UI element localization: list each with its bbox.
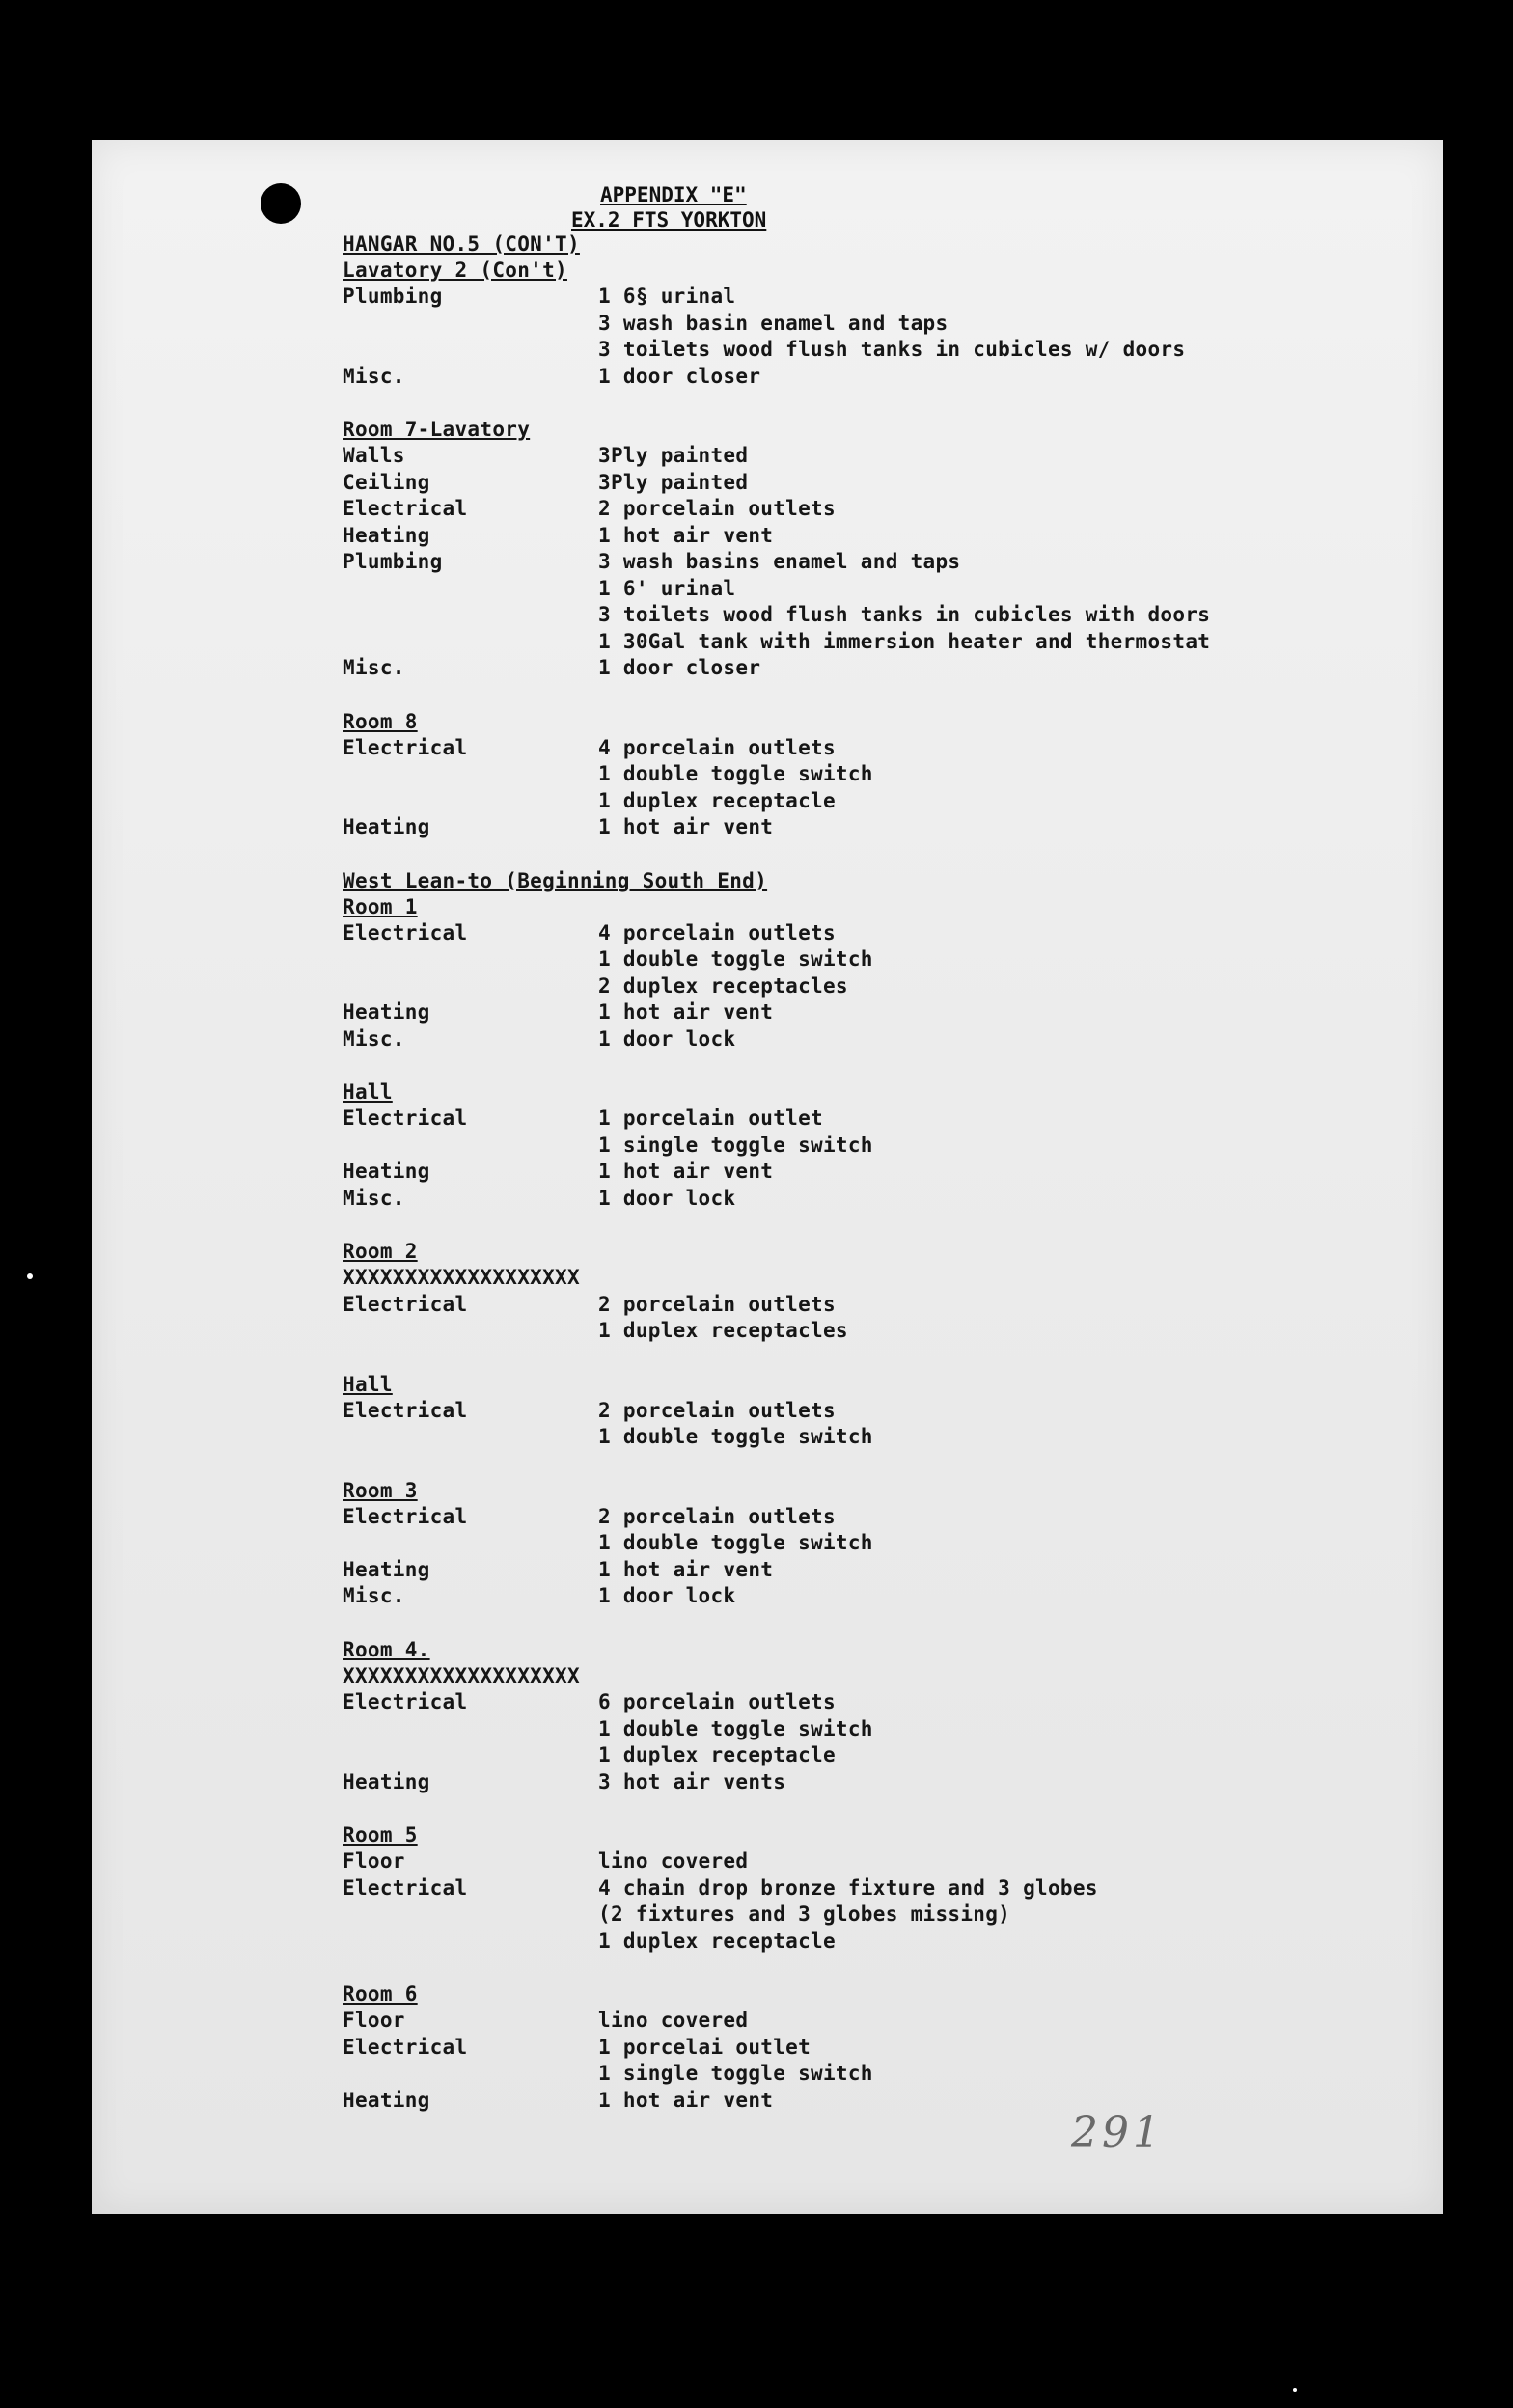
item-description: 1 double toggle switch <box>598 1531 873 1554</box>
item-row <box>343 946 1404 973</box>
item-category <box>343 1716 598 1743</box>
section-title: Room 5 <box>343 1823 418 1847</box>
item-category <box>343 1133 598 1160</box>
item-category: Electrical <box>343 1504 468 1528</box>
item-description: 2 porcelain outlets <box>598 1292 836 1316</box>
item-category: Plumbing <box>343 550 443 573</box>
item-category: Electrical <box>343 1398 468 1422</box>
scan-speck <box>27 1273 33 1279</box>
item-row <box>343 311 1404 338</box>
section-title: Room 1 <box>343 894 418 918</box>
item-row <box>343 1265 1404 1292</box>
item-description: 1 30Gal tank with immersion heater and thermostat <box>598 629 1211 653</box>
item-description: 1 door closer <box>598 364 761 388</box>
item-category: Heating <box>343 523 430 547</box>
item-description: 2 porcelain outlets <box>598 1398 836 1422</box>
item-description: 1 hot air vent <box>598 1160 774 1183</box>
item-row <box>343 2061 1404 2088</box>
appendix-heading: APPENDIX "E" <box>600 183 747 206</box>
item-description: 2 porcelain outlets <box>598 497 836 520</box>
section-title: Hall <box>343 1372 393 1396</box>
item-row <box>343 1530 1404 1557</box>
section-title: Room 3 <box>343 1478 418 1502</box>
section <box>343 1982 1404 2114</box>
station-heading: EX.2 FTS YORKTON <box>571 208 767 232</box>
item-row <box>343 814 1404 841</box>
item-description: 1 hot air vent <box>598 815 774 838</box>
item-description <box>598 1663 1404 1690</box>
item-description: 1 hot air vent <box>598 2088 774 2112</box>
section-gap <box>343 841 1404 868</box>
item-description: 1 single toggle switch <box>598 1133 873 1157</box>
item-category <box>343 602 598 629</box>
section <box>343 1637 1404 1796</box>
item-description: 2 porcelain outlets <box>598 1504 836 1528</box>
item-row <box>343 1133 1404 1160</box>
item-row <box>343 1159 1404 1186</box>
section-gap <box>343 390 1404 417</box>
section-gap <box>343 1610 1404 1637</box>
item-row <box>343 1902 1404 1929</box>
item-description: 3 toilets wood flush tanks in cubicles w/ doors <box>598 338 1186 361</box>
section-title: Room 4. <box>343 1637 430 1661</box>
item-row <box>343 1929 1404 1956</box>
section <box>343 868 1404 894</box>
item-row <box>343 2008 1404 2035</box>
section-gap <box>343 1053 1404 1080</box>
item-description: 1 hot air vent <box>598 1000 774 1024</box>
item-category <box>343 1929 598 1956</box>
item-row <box>343 602 1404 629</box>
item-category <box>343 2061 598 2088</box>
page-number: 291 <box>1071 2108 1164 2157</box>
item-row <box>343 629 1404 656</box>
item-row <box>343 1875 1404 1902</box>
item-category <box>343 1742 598 1769</box>
item-description <box>598 1265 1404 1292</box>
item-category: Floor <box>343 2009 405 2032</box>
item-category: Floor <box>343 1849 405 1873</box>
item-category: Heating <box>343 1557 430 1581</box>
item-category: XXXXXXXXXXXXXXXXXXX <box>343 1266 580 1289</box>
item-description: 4 porcelain outlets <box>598 735 836 759</box>
section-title: West Lean-to (Beginning South End) <box>343 868 768 892</box>
item-row <box>343 2035 1404 2062</box>
item-description: (2 fixtures and 3 globes missing) <box>598 1902 1011 1926</box>
item-category <box>343 337 598 364</box>
item-category: Misc. <box>343 1584 405 1607</box>
section <box>343 1080 1404 1212</box>
item-row <box>343 1398 1404 1425</box>
item-category: Electrical <box>343 1690 468 1713</box>
item-category: Heating <box>343 2088 430 2112</box>
section <box>343 232 1404 258</box>
item-category: Misc. <box>343 656 405 679</box>
item-description: 3 wash basin enamel and taps <box>598 311 949 335</box>
item-category <box>343 788 598 815</box>
item-category <box>343 1902 598 1929</box>
section-gap <box>343 682 1404 709</box>
item-category <box>343 973 598 1000</box>
item-description: 3 hot air vents <box>598 1769 786 1793</box>
item-description: 3Ply painted <box>598 470 749 494</box>
item-category <box>343 1424 598 1451</box>
item-row <box>343 2088 1404 2115</box>
item-category: Plumbing <box>343 285 443 308</box>
item-description: 1 double toggle switch <box>598 1425 873 1448</box>
item-row <box>343 920 1404 947</box>
item-row <box>343 1106 1404 1133</box>
item-row <box>343 1769 1404 1796</box>
item-row <box>343 655 1404 682</box>
item-category <box>343 311 598 338</box>
item-category: Heating <box>343 1000 430 1024</box>
section-title: Room 8 <box>343 709 418 733</box>
item-description: 1 door lock <box>598 1584 736 1607</box>
item-category: Misc. <box>343 1026 405 1051</box>
item-category: Electrical <box>343 1292 468 1316</box>
item-description: 1 duplex receptacle <box>598 1929 836 1953</box>
section-gap <box>343 1212 1404 1239</box>
item-description: 3 toilets wood flush tanks in cubicles with doors <box>598 603 1211 626</box>
section-gap <box>343 1345 1404 1372</box>
item-description: 1 double toggle switch <box>598 947 873 971</box>
item-category <box>343 946 598 973</box>
item-description: 6 porcelain outlets <box>598 1690 836 1713</box>
item-row <box>343 549 1404 576</box>
section <box>343 1822 1404 1955</box>
item-row <box>343 284 1404 311</box>
item-description: 2 duplex receptacles <box>598 973 848 998</box>
item-row <box>343 364 1404 391</box>
item-row <box>343 761 1404 788</box>
item-description: lino covered <box>598 1849 749 1873</box>
item-description: 1 duplex receptacles <box>598 1319 848 1342</box>
item-row <box>343 523 1404 550</box>
item-category: XXXXXXXXXXXXXXXXXXX <box>343 1663 580 1687</box>
section-title: Room 2 <box>343 1240 418 1263</box>
item-category <box>343 1530 598 1557</box>
section <box>343 1372 1404 1451</box>
item-description: 1 door lock <box>598 1186 736 1210</box>
section <box>343 1478 1404 1610</box>
item-category: Electrical <box>343 920 468 944</box>
item-row <box>343 1424 1404 1451</box>
item-category: Electrical <box>343 1107 468 1130</box>
section-title: Room 7-Lavatory <box>343 418 531 441</box>
punch-hole <box>261 183 301 224</box>
section <box>343 894 1404 1054</box>
item-row <box>343 788 1404 815</box>
item-row <box>343 1292 1404 1319</box>
item-description: 1 porcelain outlet <box>598 1107 823 1130</box>
item-row <box>343 337 1404 364</box>
item-category: Heating <box>343 815 430 838</box>
section-title: Lavatory 2 (Con't) <box>343 259 567 282</box>
item-row <box>343 1848 1404 1875</box>
item-category <box>343 1318 598 1345</box>
item-category: Heating <box>343 1769 430 1793</box>
item-category <box>343 761 598 788</box>
item-row <box>343 576 1404 603</box>
item-description: 4 chain drop bronze fixture and 3 globes <box>598 1875 1098 1900</box>
item-row <box>343 1557 1404 1584</box>
item-category: Electrical <box>343 497 468 520</box>
item-category <box>343 629 598 656</box>
item-description: 1 single toggle switch <box>598 2062 873 2085</box>
item-row <box>343 1742 1404 1769</box>
item-row <box>343 1186 1404 1213</box>
section <box>343 258 1404 390</box>
item-row <box>343 443 1404 470</box>
item-row <box>343 1663 1404 1690</box>
item-category: Misc. <box>343 1186 405 1210</box>
section-title: Room 6 <box>343 1983 418 2006</box>
item-row <box>343 496 1404 523</box>
item-row <box>343 973 1404 1000</box>
section <box>343 417 1404 682</box>
item-description: 1 hot air vent <box>598 1557 774 1581</box>
item-category: Walls <box>343 444 405 467</box>
item-category: Heating <box>343 1160 430 1183</box>
item-description: 1 double toggle switch <box>598 1716 873 1740</box>
item-description: lino covered <box>598 2009 749 2032</box>
item-row <box>343 1689 1404 1716</box>
item-category: Electrical <box>343 735 468 759</box>
item-row <box>343 999 1404 1026</box>
item-description: 1 6§ urinal <box>598 285 736 308</box>
item-description: 3 wash basins enamel and taps <box>598 550 961 573</box>
item-description: 1 door closer <box>598 656 761 679</box>
section-gap <box>343 1955 1404 1982</box>
item-description: 1 duplex receptacle <box>598 1743 836 1766</box>
item-row <box>343 1583 1404 1610</box>
item-row <box>343 735 1404 762</box>
item-row <box>343 1716 1404 1743</box>
item-description: 1 6' urinal <box>598 576 736 600</box>
section-gap <box>343 1795 1404 1822</box>
item-category: Electrical <box>343 1875 468 1900</box>
item-category: Misc. <box>343 364 405 388</box>
section-title: HANGAR NO.5 (CON'T) <box>343 233 580 256</box>
item-row <box>343 470 1404 497</box>
section-title: Hall <box>343 1081 393 1104</box>
item-category: Ceiling <box>343 470 430 494</box>
section <box>343 709 1404 841</box>
item-category: Electrical <box>343 2035 468 2059</box>
item-description: 1 duplex receptacle <box>598 788 836 812</box>
item-description: 4 porcelain outlets <box>598 920 836 944</box>
item-category <box>343 576 598 603</box>
item-description: 1 double toggle switch <box>598 762 873 785</box>
item-description: 1 porcelai outlet <box>598 2035 812 2059</box>
item-description: 1 hot air vent <box>598 523 774 547</box>
section-gap <box>343 1451 1404 1478</box>
document-body <box>343 232 1404 2114</box>
item-row <box>343 1504 1404 1531</box>
item-description: 3Ply painted <box>598 444 749 467</box>
section <box>343 1239 1404 1345</box>
item-row <box>343 1318 1404 1345</box>
item-description: 1 door lock <box>598 1026 736 1051</box>
item-row <box>343 1026 1404 1054</box>
scan-speck <box>1293 2388 1297 2392</box>
